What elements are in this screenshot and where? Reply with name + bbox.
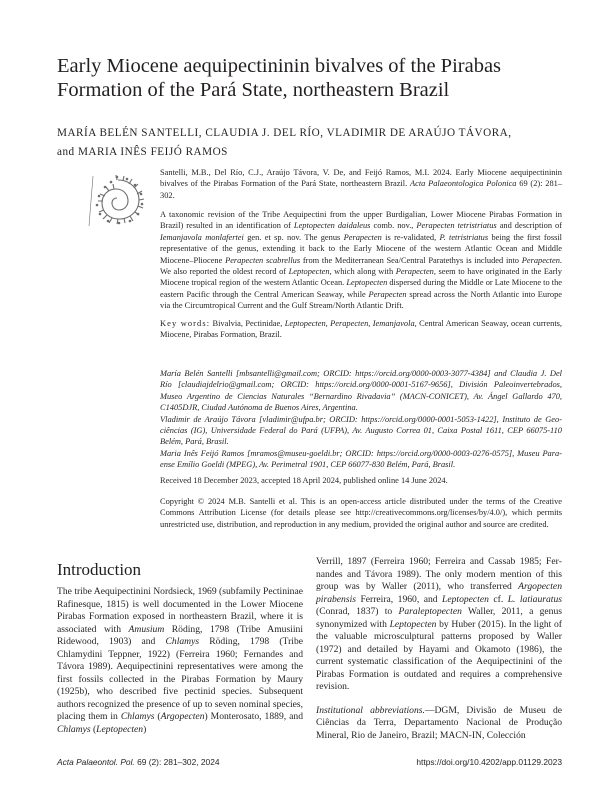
keywords-text: , Central American Seaway, ocean currents, Miocene, Pirabas Formation, Brazil. — [160, 319, 563, 340]
taxon-name: Leptopecten — [288, 267, 330, 277]
taxon-name: Perapecten — [395, 267, 434, 277]
taxon-name: Iemanjavola monlafertei — [160, 232, 244, 242]
taxon-name: Perapecten scabrellus — [225, 255, 301, 265]
taxon-name: Leptopecten — [346, 278, 388, 288]
taxon-name: P. tetristriatus — [439, 232, 489, 242]
intro-paragraph — [57, 586, 303, 736]
taxon-name: Chlamys — [165, 636, 200, 647]
body-text: ( — [154, 711, 161, 722]
body-text: Röding, 1798 (Tribe Chlamydini Teppner, 1922) (Ferreira 1960; Fernandes and Távora 1989). Aequipectinini representatives were among the first fossils collected in the Pirabas Formation by Maury (1925b), who described five pectinid species. Subsequent authors recognized the presence of up to seven nominal species, placing them in — [57, 636, 303, 722]
body-text: Waller, 2011, a genus synonymized with — [316, 606, 562, 630]
body-text: Ferreira, 1960, and — [355, 593, 443, 605]
article-title — [57, 54, 562, 102]
keywords — [160, 318, 562, 341]
keywords-text: , — [368, 319, 373, 328]
footer-journal: Acta Palaeontol. Pol. — [57, 757, 135, 767]
taxon-name: Perapecten tetristriatus — [416, 221, 497, 231]
footer-citation — [57, 757, 220, 767]
authors-line-2: and MARIA INÊS FEIJÓ RAMOS — [57, 146, 228, 158]
citation-authors: Santelli, M.B., Del Río, C.J., Araújo Távora, V. De, and Feijó Ramos, M.I. 2024. Early Miocene aequipectininin bivalves of the Pirabas Formation of the Pará State, northeastern Brazil. — [160, 168, 562, 189]
keywords-text: Bivalvia, Pectinidae, — [210, 319, 285, 328]
taxon-name: Leptopecten daidaleus — [293, 221, 371, 231]
received-dates: Received 18 December 2023, accepted 18 April 2024, published online 14 June 2024. — [160, 476, 448, 485]
body-text: ( — [90, 723, 97, 735]
abstract-text: and description of — [496, 221, 563, 231]
abstract-text: . We also reported the oldest record of — [160, 255, 562, 277]
abstract-text: spread across the North Atlantic into Europe via the Circumtropical Current and the Gulf Stream/North Atlantic Drift. — [160, 289, 562, 311]
body-column-right — [316, 556, 562, 742]
keywords-text: , — [325, 319, 331, 328]
authors-line-1: MARÍA BELÉN SANTELLI, CLAUDIA J. DEL RÍO, VLADIMIR DE ARAÚJO TÁVORA, — [57, 127, 512, 139]
body-text: by Huber (2015). In the light of the valuable microsculptural patterns proposed by Waller (1972) and detailed by Hayami and Okamoto (1986), the current systematic classification of the Aequipectinini of the Pirabas Formation is outdated and requires a comprehensive revision. — [316, 618, 562, 692]
affiliation-3: Maria Inês Feijó Ramos [mramos@museu-goeldi.br; ORCID: https://orcid.org/0000-0003-0276-0575], Museu Paraense Emílio Goeldi (MPEG), Av. Perimetral 1901, CEP 66077-830 Belém, Pará, Brasil. — [160, 448, 562, 470]
abstract-text: is re-validated, — [381, 232, 440, 242]
author-affiliations — [160, 368, 562, 471]
taxon-name: Argopecten — [160, 711, 205, 722]
keyword-taxon: Iemanjavola — [372, 319, 415, 328]
taxon-name: Argopecten pirabensis — [316, 581, 562, 605]
affiliation-1: María Belén Santelli [mbsantelli@gmail.com; ORCID: https://orcid.org/0000-0003-3077-4384] and Claudia J. Del Río [claudiajdelrio@gmail.com; ORCID: https://orcid.org/0000-0001-5167-9656], División Paleoinvertebrados, Museo Argentino de Ciencias Naturales “Bernardino Rivadavia” (MACN-CONICET), Av. Ángel Gallardo 470, C1405DJR, Ciudad Autónoma de Buenos Aires, Argentina. — [160, 369, 562, 413]
body-text: Röding, 1798 (Tribe Amusiini Ridewood, 1903) and — [57, 623, 303, 647]
citation-block — [160, 167, 562, 201]
keyword-taxon: Perapecten — [330, 319, 369, 328]
taxon-name: Perapecten — [368, 289, 407, 299]
author-list — [57, 124, 562, 162]
taxon-name: Chlamys — [57, 723, 91, 735]
body-text: ) Monterosato, 1889, and — [204, 711, 303, 722]
keyword-taxon: Leptopecten — [284, 319, 326, 328]
body-text: cf. — [488, 593, 508, 605]
abstract-text: from the Mediterranean Sea/Central Paratethys is included into — [300, 255, 522, 265]
footer-issue: 69 (2): 281–302, 2024 — [134, 757, 220, 767]
body-text: ) — [143, 723, 147, 735]
footer-doi-link[interactable]: https://doi.org/10.4202/app.01129.2023 — [416, 757, 562, 767]
taxon-name: Chlamys — [120, 711, 155, 722]
abstract-text: , which along with — [329, 267, 396, 277]
taxon-name: Amusium — [128, 623, 165, 635]
body-text: (Conrad, 1837) to — [316, 606, 399, 617]
copyright-notice: Copyright © 2024 M.B. Santelli et al. This is an open-access article distributed under the terms of the Creative Commons Attribution License (for details please see http://creativecommons.org/licenses/by/4.0/), which permits unrestricted use, distribution, and reproduction in any medium, provided the original author and source are credited. — [160, 497, 562, 529]
title-line-2: Formation of the Pará State, northeastern Brazil — [57, 79, 450, 101]
intro-paragraph — [316, 556, 562, 694]
abbreviations-paragraph — [316, 705, 562, 743]
ammonite-logo-icon — [87, 168, 149, 230]
abstract-text: gen. et sp. nov. The genus — [243, 232, 344, 242]
abstract-text: A taxonomic revision of the Tribe Aequipectini from the upper Burdigalian, Lower Miocene Pirabas Formation in Brazil) resulted in an identification of — [160, 210, 562, 231]
taxon-name: Paraleptopecten — [398, 606, 462, 617]
taxon-name: Leptopecten — [442, 593, 489, 605]
taxon-name: Perapecten — [521, 255, 560, 265]
citation-journal: Acta Palaeontologica Polonica — [410, 179, 517, 189]
body-column-left — [57, 586, 303, 736]
abstract — [160, 209, 562, 312]
abbreviations-text: —DGM, Divisão de Museu de Ciências da Terra, Departamento Nacional de Produção Mineral, Rio de Janeiro, Brazil; MACN-IN, Colección — [316, 704, 563, 741]
abstract-text: comb. nov., — [370, 221, 417, 231]
abstract-text: being the first fossil representative of the genus, extending it back to the Early Miocene of the western Atlantic Ocean and Middle Miocene–Pliocene — [160, 232, 563, 265]
taxon-name: Leptopecten — [389, 618, 437, 630]
affiliation-2: Vladimir de Araújo Távora [vladimir@ufpa.br; ORCID: https://orcid.org/0000-0001-5053-1422], Instituto de Geociências (IG), Universidade Federal do Pará (UFPA), Av. Augusto Correa 01, Caixa Postal 1611, CEP 66075-110 Belém, Pará, Brasil. — [160, 414, 562, 447]
body-text: The tribe Aequipectinini Nordsieck, 1969 (subfamily Pectininae Rafinesque, 1815) is well documented in the Lower Miocene Pirabas Formation exposed in northeastern Brazil, where it is associated with — [57, 586, 303, 635]
keywords-label: Key words: — [160, 319, 211, 328]
taxon-name: L. latiauratus — [507, 593, 562, 605]
body-text: Verrill, 1897 (Ferreira 1960; Ferreira and Cassab 1985; Fernandes and Távora 1989). The only modern mention of this group was by Waller (2011), who transferred — [316, 556, 562, 592]
taxon-name: Leptopecten — [96, 723, 144, 735]
abbreviations-label: Institutional abbreviations. — [316, 704, 425, 716]
abstract-text: , seem to have originated in the Early Miocene tropical region of the western Atlantic Ocean. — [160, 267, 562, 288]
abstract-text: dispersed during the Middle or Late Miocene to the eastern Pacific through the Central American Seaway, while — [160, 278, 562, 299]
title-line-1: Early Miocene aequipectininin bivalves of the Pirabas — [57, 55, 502, 77]
section-heading-introduction: Introduction — [57, 560, 142, 579]
citation-volume: 69 (2): 281–302. — [160, 179, 563, 200]
taxon-name: Perapecten — [343, 232, 382, 242]
